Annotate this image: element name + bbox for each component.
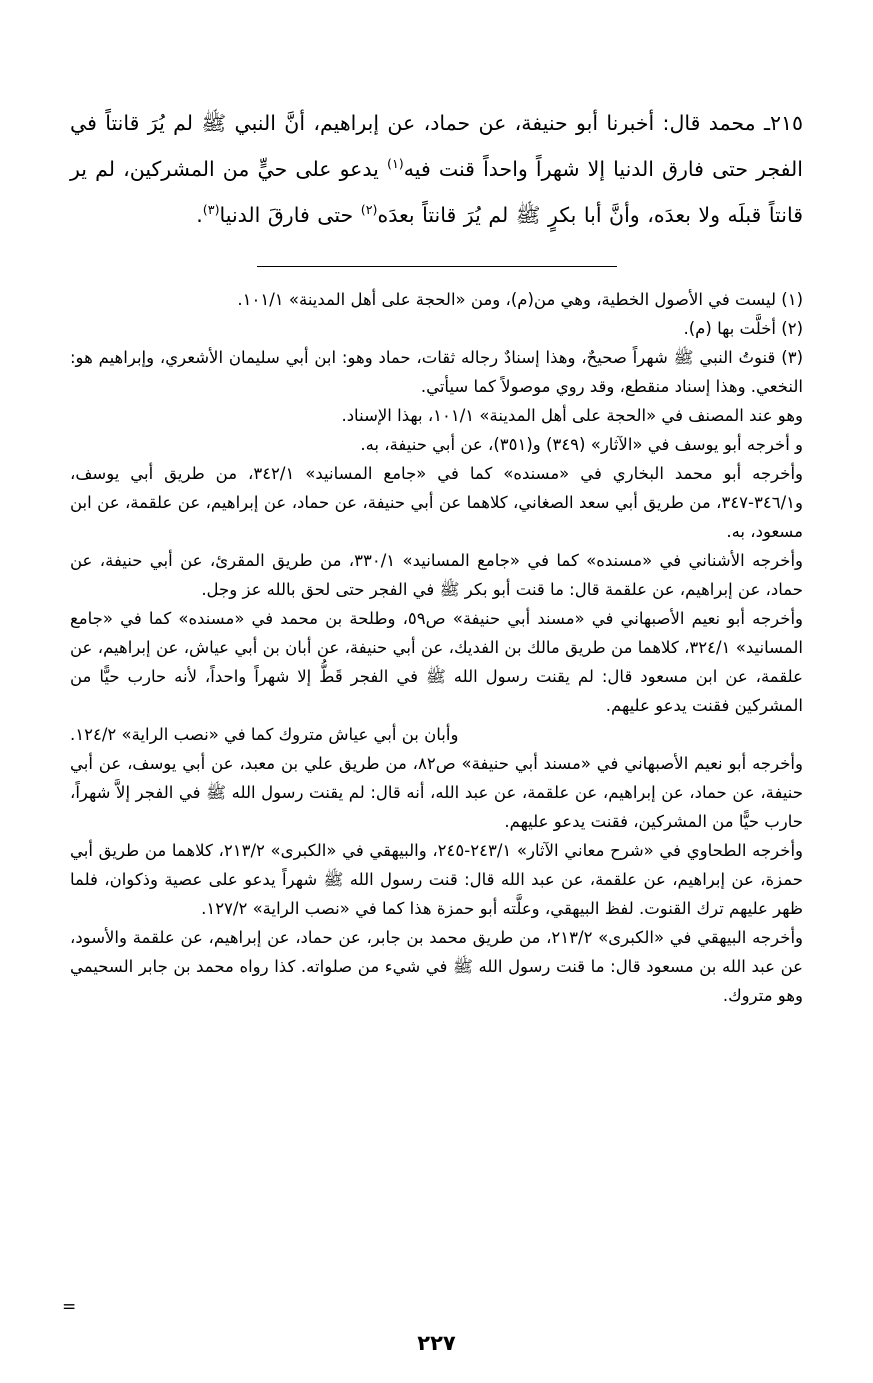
footnote-block-7: وأخرجه أبو نعيم الأصبهاني في «مسند أبي حنيفة» ص٨٢، من طريق علي بن معبد، عن أبي يوسف، عن أبي حنيفة، عن حماد، عن إبراهيم، عن علقمة، عن عبد الله، أنه قال: لم يقنت رسول الله ﷺ في الفجر إلاَّ شهراً، حارب حيًّا من المشركين، فقنت يدعو عليهم. bbox=[70, 754, 803, 831]
footnote-block-6: وأبان بن أبي عياش متروك كما في «نصب الراية» ١٢٤/٢. bbox=[70, 725, 459, 744]
footnote-divider bbox=[257, 266, 617, 267]
footnotes-block bbox=[70, 285, 803, 1010]
main-text-block bbox=[70, 100, 803, 238]
footnote-1 bbox=[70, 285, 803, 314]
footnote-2 bbox=[70, 314, 803, 343]
footnote-2-text: أخلَّت بها (م). bbox=[683, 319, 776, 338]
footnote-block-9: وأخرجه البيهقي في «الكبرى» ٢١٣/٢، من طريق محمد بن جابر، عن حماد، عن إبراهيم، عن علقمة والأسود، عن عبد الله بن مسعود قال: ما قنت رسول الله ﷺ في شيء من صلواته. كذا رواه محمد بن جابر السحيمي وهو متروك. bbox=[70, 928, 803, 1005]
footnote-1-text: ليست في الأصول الخطية، وهي من(م)، ومن «الحجة على أهل المدينة» ١٠١/١. bbox=[237, 290, 776, 309]
footnote-block-5: وأخرجه أبو نعيم الأصبهاني في «مسند أبي حنيفة» ص٥٩، وطلحة بن محمد في «مسنده» كما في «جامع المسانيد» ٣٢٤/١، كلاهما من طريق مالك بن الفديك، عن أبي حنيفة، عن أبان بن أبي عياش، عن إبراهيم، عن علقمة، عن ابن مسعود قال: لم يقنت رسول الله ﷺ في الفجر قَطُّ إلا شهراً واحداً، لأنه حارب حيًّا من المشركين فقنت يدعو عليهم. bbox=[70, 609, 803, 715]
footnote-block-8: وأخرجه الطحاوي في «شرح معاني الآثار» ٢٤٣/١-٢٤٥، والبيهقي في «الكبرى» ٢١٣/٢، كلاهما من طريق أبي حمزة، عن إبراهيم، عن علقمة، عن عبد الله قال: قنت رسول الله ﷺ شهراً يدعو على عصية وذكوان، فلما ظهر عليهم ترك القنوت. لفظ البيهقي، وعلَّته أبو حمزة هذا كما في «نصب الراية» ١٢٧/٢. bbox=[70, 841, 803, 918]
footnote-block-1: وهو عند المصنف في «الحجة على أهل المدينة» ١٠١/١، بهذا الإسناد. bbox=[341, 406, 803, 425]
page-number: ٢٢٧ bbox=[417, 1331, 456, 1355]
footnote-block-4: وأخرجه الأشناني في «مسنده» كما في «جامع المسانيد» ٣٣٠/١، من طريق المقرئ، عن أبي حنيفة، عن حماد، عن إبراهيم، عن علقمة قال: ما قنت أبو بكر ﷺ في الفجر حتى لحق بالله عز وجل. bbox=[70, 551, 803, 599]
continuation-mark: = bbox=[62, 1297, 77, 1317]
footnote-3 bbox=[70, 343, 803, 401]
footnote-block-3: وأخرجه أبو محمد البخاري في «مسنده» كما في «جامع المسانيد» ٣٤٢/١، من طريق أبي يوسف، و٣٤٦/١-٣٤٧، من طريق أبي سعد الصغاني، كلاهما عن أبي حنيفة، عن حماد، عن إبراهيم، عن علقمة، عن ابن مسعود، به. bbox=[70, 464, 803, 541]
footnote-block-2: و أخرجه أبو يوسف في «الآثار» (٣٤٩) و(٣٥١)، عن أبي حنيفة، به. bbox=[360, 435, 803, 454]
footnote-1-marker: (١) bbox=[781, 290, 803, 309]
footnote-2-marker: (٢) bbox=[781, 319, 803, 338]
footnote-3-marker: (٣) bbox=[781, 348, 803, 367]
hadith-paragraph: ٢١٥ـ محمد قال: أخبرنا أبو حنيفة، عن حماد، عن إبراهيم، أنَّ النبي ﷺ لم يُرَ قانتاً في الفجر حتى فارق الدنيا إلا شهراً واحداً قنت فيه$^{(١)}$ يدعو على حيٍّ من المشركين، لم ير قانتاً قبلَه ولا بعدَه، وأنَّ أبا بكرٍ ﷺ لم يُرَ قانتاً بعدَه$^{(٢)}$ حتى فارقَ الدنيا$^{(٣)}$. bbox=[70, 111, 803, 227]
footnote-3-text: قنوتُ النبي ﷺ شهراً صحيحٌ، وهذا إسنادٌ رجاله ثقات، حماد وهو: ابن أبي سليمان الأشعري، وإبراهيم هو: النخعي. وهذا إسناد منقطع، وقد روي موصولاً كما سيأتي. bbox=[70, 348, 803, 396]
